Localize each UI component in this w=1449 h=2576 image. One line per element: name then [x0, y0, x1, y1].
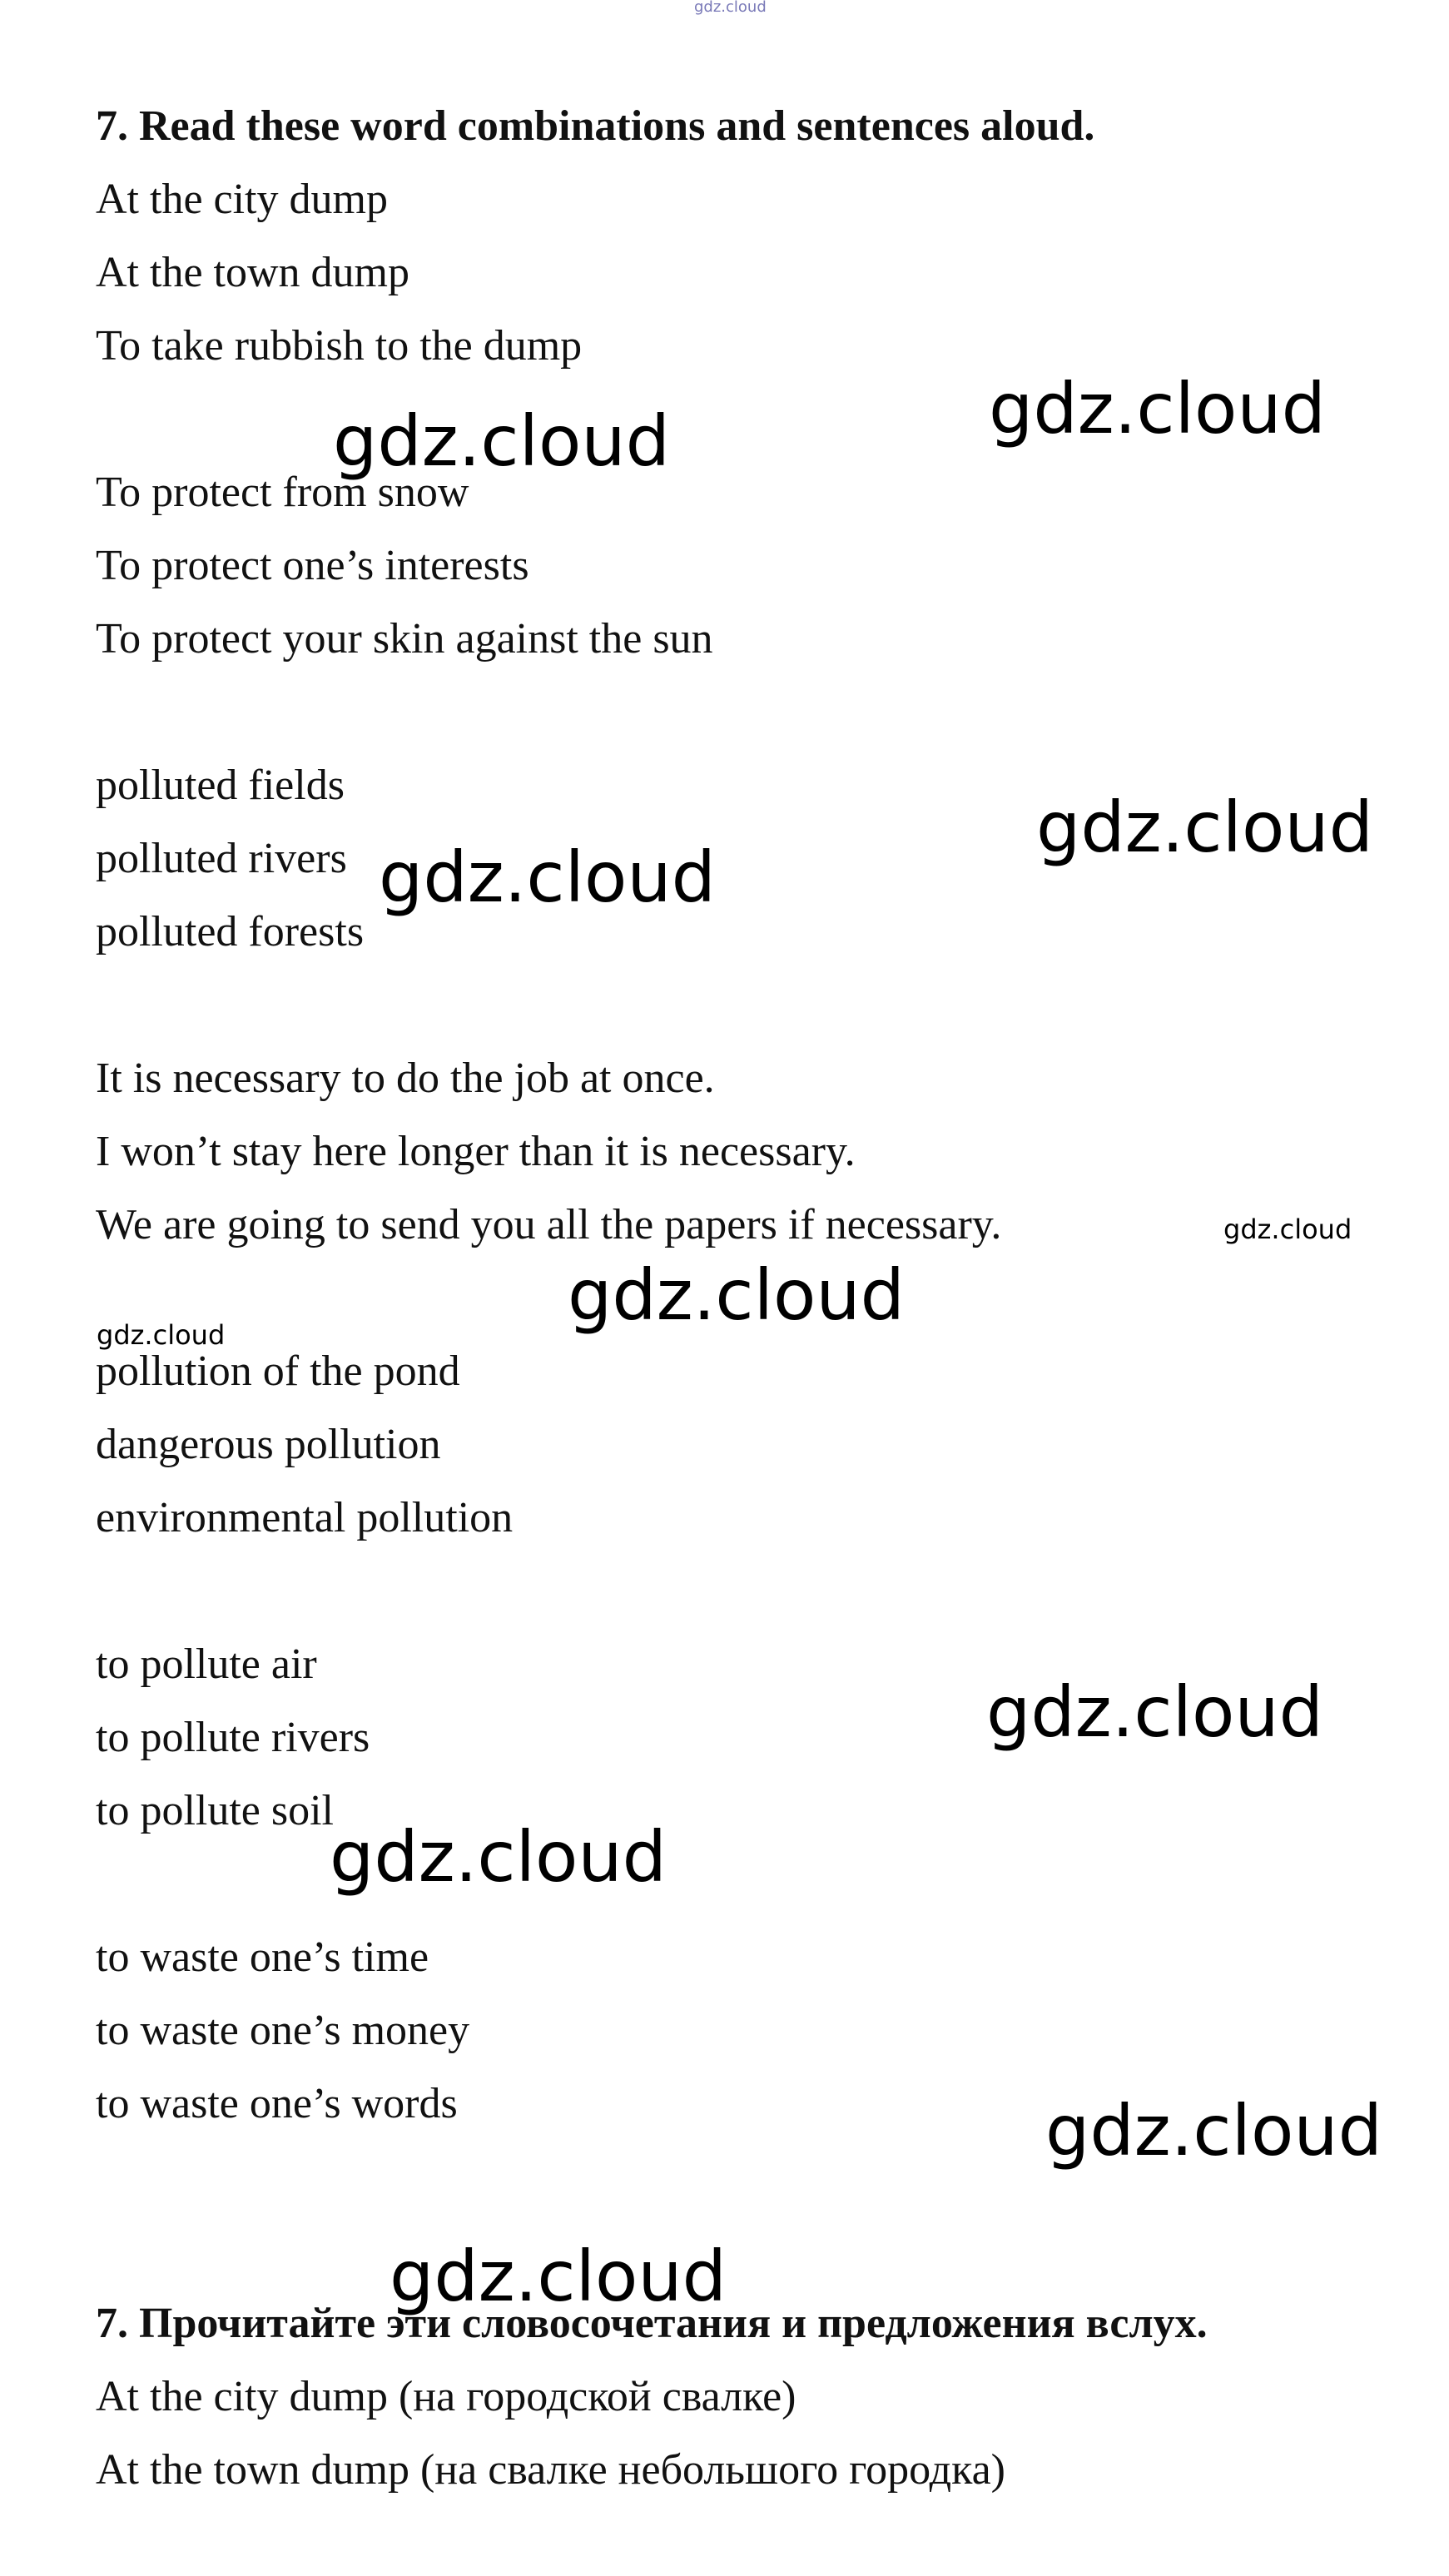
phrase-line: to waste one’s time: [96, 1933, 429, 1981]
phrase-line: pollution of the pond: [96, 1348, 460, 1395]
phrase-line: At the city dump: [96, 176, 388, 223]
phrase-line: dangerous pollution: [96, 1421, 441, 1468]
phrase-line: polluted forests: [96, 908, 365, 955]
watermark: gdz.cloud: [1223, 1214, 1352, 1245]
watermark: gdz.cloud: [989, 368, 1326, 449]
watermark: gdz.cloud: [568, 1254, 905, 1336]
phrase-line: polluted fields: [96, 762, 345, 809]
phrase-line: polluted rivers: [96, 835, 347, 882]
exercise-heading-en: 7. Read these word combinations and sentences aloud.: [96, 102, 1095, 150]
sentence-line: It is necessary to do the job at once.: [96, 1055, 715, 1102]
watermark: gdz.cloud: [1036, 787, 1373, 868]
watermark: gdz.cloud: [1045, 2090, 1382, 2171]
phrase-line: To protect from snow: [96, 469, 469, 516]
watermark: gdz.cloud: [97, 1319, 226, 1351]
watermark: gdz.cloud: [379, 836, 716, 918]
watermark: gdz.cloud: [390, 2236, 727, 2317]
phrase-line: To protect your skin against the sun: [96, 615, 713, 663]
phrase-line: to pollute rivers: [96, 1714, 370, 1761]
phrase-line: To take rubbish to the dump: [96, 322, 583, 370]
phrase-line: To protect one’s interests: [96, 542, 529, 589]
translation-line: At the city dump (на городской свалке): [96, 2373, 796, 2420]
phrase-line: to pollute soil: [96, 1787, 334, 1834]
sentence-line: I won’t stay here longer than it is necessary.: [96, 1128, 856, 1175]
phrase-line: to waste one’s money: [96, 2007, 470, 2054]
watermark: gdz.cloud: [330, 1816, 667, 1898]
exercise-heading-ru: 7. Прочитайте эти словосочетания и предложения вслух.: [96, 2300, 1208, 2347]
phrase-line: At the town dump: [96, 249, 409, 296]
phrase-line: to pollute air: [96, 1640, 317, 1688]
watermark: gdz.cloud: [986, 1671, 1323, 1753]
watermark: gdz.cloud: [333, 400, 670, 482]
sentence-line: We are going to send you all the papers if necessary.: [96, 1201, 1002, 1248]
phrase-line: environmental pollution: [96, 1494, 514, 1541]
phrase-line: to waste one’s words: [96, 2080, 458, 2127]
watermark-tiny: gdz.cloud: [694, 0, 767, 16]
translation-line: At the town dump (на свалке небольшого городка): [96, 2446, 1005, 2494]
